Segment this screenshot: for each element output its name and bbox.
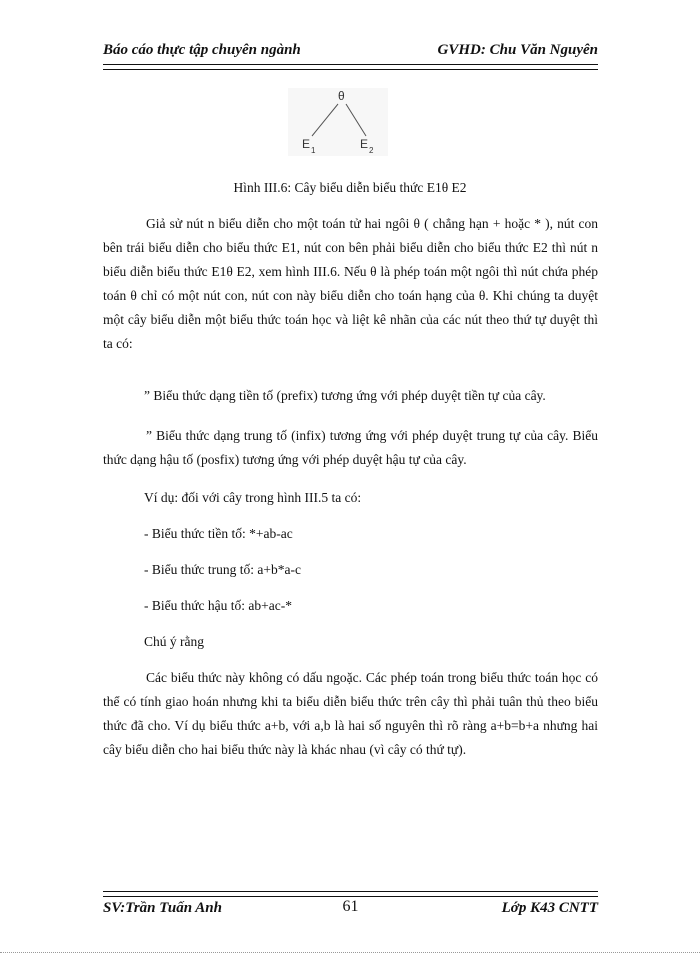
page-number: 61	[342, 898, 359, 915]
left-leaf-subscript: 1	[311, 146, 316, 155]
right-leaf-label: E	[360, 137, 369, 151]
right-leaf-subscript: 2	[369, 146, 374, 155]
paragraph-note: Các biểu thức này không có dấu ngoặc. Các phép toán trong biểu thức toán học có thể có tính giao hoán nhưng khi ta biểu diễn biểu thức trên cây thì phải tuân thủ theo biểu thức đã cho. Ví dụ biểu thức a+b, với a,b là hai số nguyên thì rõ ràng a+b=b+a nhưng hai cây biểu diễn cho hai biểu thức này là khác nhau (vì cây có thứ tự).	[103, 670, 598, 757]
example-intro: Ví dụ: đối với cây trong hình III.5 ta có:	[144, 490, 362, 505]
example-infix: - Biểu thức trung tố: a+b*a-c	[144, 562, 302, 577]
header-report-title: Báo cáo thực tập chuyên ngành	[103, 42, 301, 58]
bullet-prefix: ” Biểu thức dạng tiền tố (prefix) tương ứng với phép duyệt tiền tự của cây.	[144, 388, 546, 403]
page-bottom-edge	[0, 952, 700, 953]
header-rule	[103, 64, 598, 70]
footer-class: Lớp K43 CNTT	[501, 900, 598, 916]
header-advisor: GVHD: Chu Văn Nguyên	[437, 42, 598, 58]
example-postfix: - Biểu thức hậu tố: ab+ac-*	[144, 598, 293, 613]
page-footer	[103, 900, 598, 922]
page-header	[103, 42, 598, 64]
example-prefix: - Biểu thức tiền tố: *+ab-ac	[144, 526, 293, 541]
bullet-infix-postfix: ” Biểu thức dạng trung tố (infix) tương ứng với phép duyệt trung tự của cây. Biểu thức dạng hậu tố (posfix) tương ứng với phép duyệt hậu tự của cây.	[103, 428, 598, 467]
footer-rule	[103, 891, 598, 897]
right-edge	[346, 104, 366, 136]
figure-caption: Hình III.6: Cây biểu diễn biểu thức E1θ E2	[233, 180, 467, 195]
footer-student: SV:Trần Tuấn Anh	[103, 900, 222, 916]
left-edge	[312, 104, 338, 136]
expression-tree-figure	[288, 88, 388, 156]
note-title: Chú ý rằng	[144, 634, 204, 649]
paragraph-intro: Giả sử nút n biểu diễn cho một toán tử hai ngôi θ ( chẳng hạn + hoặc * ), nút con bên trái biểu diễn cho biểu thức E1, nút con bên phải biểu diễn cho biểu thức E2 thì nút n biểu diễn biểu thức E1θ E2, xem hình III.6. Nếu θ là phép toán một ngôi thì nút chứa phép toán θ chỉ có một nút con, nút con này biểu diễn cho toán hạng của θ. Khi chúng ta duyệt một cây biểu diễn một biểu thức toán học và liệt kê nhãn của các nút theo thứ tự duyệt thì ta có:	[103, 216, 598, 351]
root-node-label: θ	[338, 89, 345, 103]
left-leaf-label: E	[302, 137, 311, 151]
